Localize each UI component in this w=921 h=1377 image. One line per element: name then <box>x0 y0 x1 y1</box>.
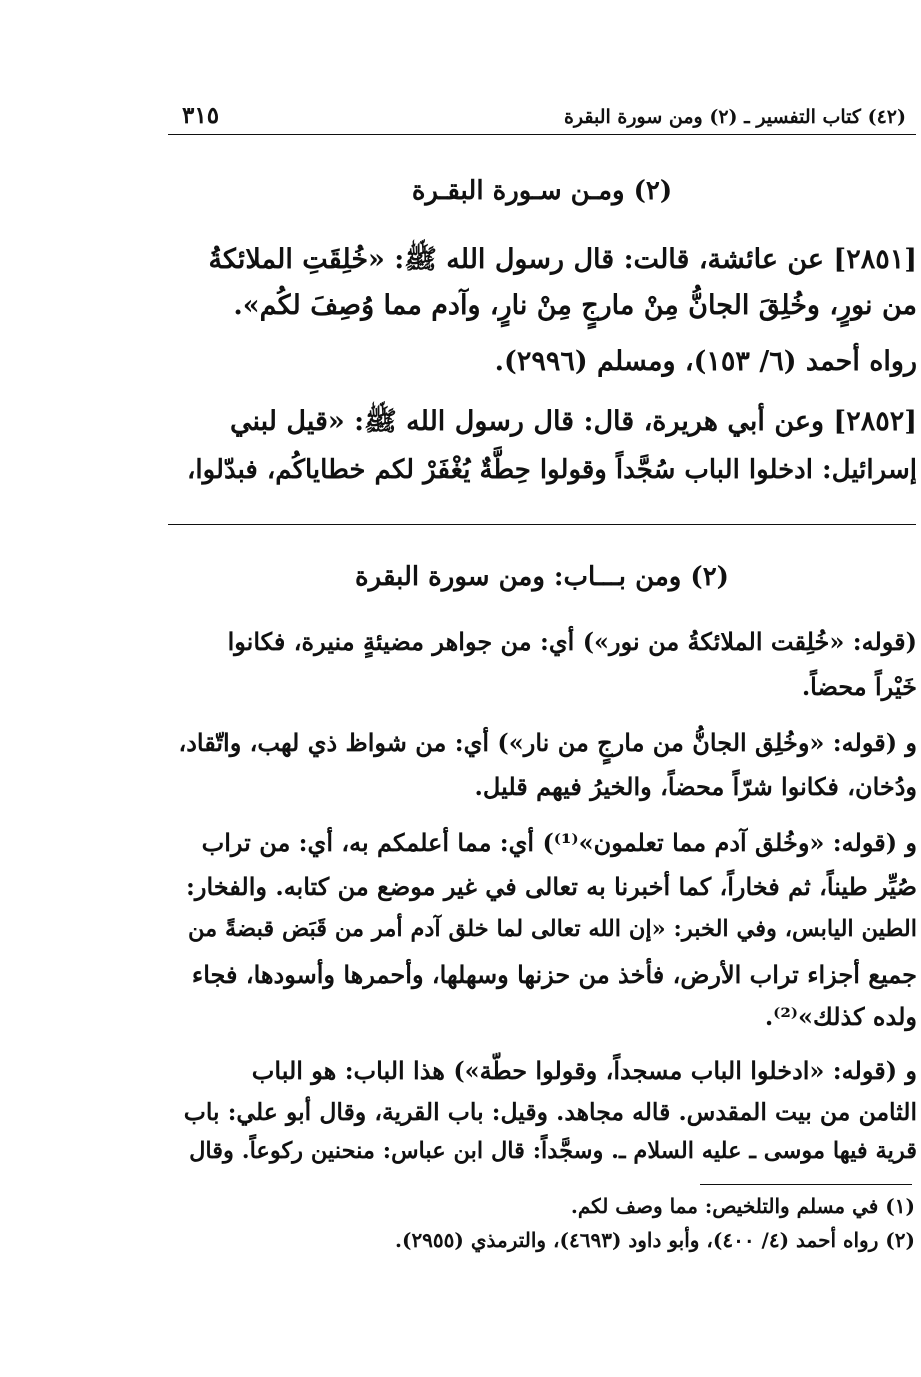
commentary-line: و (قوله: «ادخلوا الباب مسجداً، وقولوا حطّة») هذا الباب: هو الباب <box>251 1056 917 1085</box>
commentary-line: (قوله: «خُلِقت الملائكةُ من نور») أي: من جواهر مضيئةٍ منيرة، فكانوا <box>227 627 917 656</box>
footnote-1: (١) في مسلم والتلخيص: مما وصف لكم. <box>570 1194 915 1218</box>
commentary-line: ولده كذلك»⁽²⁾. <box>764 1002 917 1031</box>
commentary-line: قرية فيها موسى ـ عليه السلام ـ. وسجَّداً: قال ابن عباس: منحنين ركوعاً. وقال <box>189 1138 917 1164</box>
page-number: ٣١٥ <box>182 102 220 129</box>
hadith-line: إسرائيل: ادخلوا الباب سُجَّداً وقولوا حِطَّةٌ يُغْفَرْ لكم خطاياكُم، فبدّلوا، <box>186 455 917 485</box>
hadith-line: [٢٨٥٢] وعن أبي هريرة، قال: قال رسول الله ﷺ: «قيل لبني <box>229 406 917 437</box>
section-divider <box>168 524 916 525</box>
section-title: (٢) ومـن سـورة البقـرة <box>411 176 673 206</box>
commentary-line: و (قوله: «وخُلق آدم مما تعلمون»⁽¹⁾) أي: مما أعلمكم به، أي: من تراب <box>201 828 917 857</box>
hadith-line: [٢٨٥١] عن عائشة، قالت: قال رسول الله ﷺ: «خُلِقَتِ الملائكةُ <box>208 244 917 275</box>
commentary-line: ودُخان، فكانوا شرّاً محضاً، والخيرُ فيهم قليل. <box>474 772 917 801</box>
footnote-rule <box>700 1184 912 1185</box>
hadith-line: من نورٍ، وخُلِقَ الجانُّ مِنْ مارجٍ مِنْ نارٍ، وآدم مما وُصِفَ لكُم». <box>233 290 917 321</box>
commentary-title: (٢) ومن بـــاب: ومن سورة البقرة <box>355 562 729 592</box>
running-header <box>168 100 916 135</box>
commentary-line: جميع أجزاء تراب الأرض، فأخذ من حزنها وسهلها، وأحمرها وأسودها، فجاء <box>191 960 917 989</box>
commentary-line: الطين اليابس، وفي الخبر: «إن الله تعالى لما خلق آدم أمر من قَبَض قبضةً من <box>187 916 917 942</box>
commentary-line: صُيِّر طيناً، ثم فخاراً، كما أخبرنا به تعالى في غير موضع من كتابه. والفخار: <box>186 872 917 901</box>
footnote-2: (٢) رواه أحمد (٤/ ٤٠٠)، وأبو داود (٤٦٩٣)، والترمذي (٢٩٥٥). <box>395 1228 915 1252</box>
commentary-line: و (قوله: «وخُلِق الجانُّ من مارجٍ من نار») أي: من شواظ ذي لهب، واتّقاد، <box>178 728 917 757</box>
running-title: (٤٢) كتاب التفسير ـ (٢) ومن سورة البقرة <box>563 106 906 128</box>
hadith-citation: رواه أحمد (٦/ ١٥٣)، ومسلم (٢٩٩٦). <box>494 346 917 377</box>
commentary-line: خَيْراً محضاً. <box>801 672 917 701</box>
commentary-line: الثامن من بيت المقدس. قاله مجاهد. وقيل: باب القرية، وقال أبو علي: باب <box>183 1098 917 1126</box>
